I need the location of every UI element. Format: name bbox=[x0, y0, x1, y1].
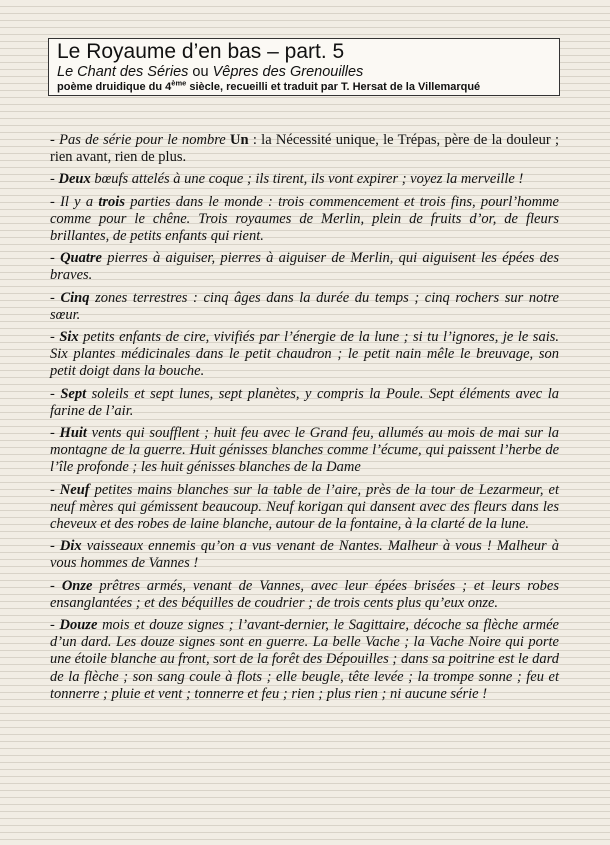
stanza-1-pre: - Pas de série pour le nombre bbox=[50, 132, 231, 148]
subtitle-part-b: Vêpres des Grenouilles bbox=[212, 64, 364, 80]
stanza-3-pre: - Il y a bbox=[50, 193, 99, 210]
stanza-3 bbox=[50, 194, 559, 246]
stanza-10-number: Dix bbox=[59, 538, 82, 555]
credits-line bbox=[57, 78, 551, 94]
stanza-6-pre: - bbox=[50, 329, 60, 346]
credits-superscript: ème bbox=[171, 78, 187, 88]
stanza-8 bbox=[50, 425, 559, 477]
stanza-11-number: Onze bbox=[61, 577, 93, 594]
stanza-1 bbox=[50, 132, 559, 166]
stanza-2 bbox=[50, 171, 559, 188]
stanza-4 bbox=[50, 250, 559, 284]
stanza-2-number: Deux bbox=[58, 171, 91, 188]
stanza-12-text: mois et douze signes ; l’avant-dernier, le Sagittaire, décoche sa flèche armée d’un dard. Les douze signes sont en guerre. La belle Vache ; la Vache Noire qui porte une étoile blanche au front, sort de la forêt des Dépouilles ; dans sa poitrine est le dard de la flèche ; son sang coule à flots ; elle beugle, tête levée ; la trompe sonne ; feu et tonnerre ; pluie et vent ; tonnerre et feu ; rien ; plus rien ; ni aucune série ! bbox=[50, 617, 559, 702]
stanza-10-text: vaisseaux ennemis qu’on a vus venant de Nantes. Malheur à vous ! Malheur à vous hommes de Vannes ! bbox=[50, 538, 559, 572]
stanza-2-pre: - bbox=[50, 171, 59, 188]
credits-post: siècle, recueilli et traduit par T. Hersat de la Villemarqué bbox=[186, 81, 481, 93]
stanza-7-text: soleils et sept lunes, sept planètes, y compris la Poule. Sept éléments avec la farine de l’air. bbox=[50, 385, 559, 419]
stanza-5 bbox=[50, 290, 559, 324]
stanza-3-number: trois bbox=[98, 193, 125, 210]
stanza-9-text: petites mains blanches sur la table de l’aire, près de la tour de Lezarmeur, et neuf mères qui gémissent beaucoup. Neuf korigan qui dansent avec des fleurs dans les cheveux et des robes de laine blanche, autour de la fontaine, à la clarté de la lune. bbox=[50, 481, 559, 533]
stanza-8-pre: - bbox=[50, 425, 60, 442]
stanza-1-number: Un bbox=[230, 132, 249, 148]
stanza-7 bbox=[50, 386, 559, 420]
page-subtitle bbox=[57, 64, 551, 80]
stanza-11 bbox=[50, 578, 559, 612]
stanza-11-pre: - bbox=[50, 577, 62, 594]
stanza-4-text: pierres à aiguiser, pierres à aiguiser de Merlin, qui aiguisent les épées des braves. bbox=[50, 250, 559, 284]
stanza-7-number: Sept bbox=[60, 385, 87, 402]
subtitle-connector: ou bbox=[188, 64, 213, 80]
stanza-9-number: Neuf bbox=[59, 481, 90, 498]
stanza-9 bbox=[50, 482, 559, 534]
stanza-7-pre: - bbox=[50, 385, 61, 402]
stanza-4-pre: - bbox=[50, 250, 61, 267]
stanza-12 bbox=[50, 617, 559, 703]
stanza-6-number: Six bbox=[59, 329, 79, 346]
stanza-3-text: parties dans le monde : trois commencement et trois fins, pourl’homme comme pour le chêne. Trois royaumes de Merlin, plein de fruits d’or, de fleurs brillantes, de petits enfants qui rient. bbox=[50, 193, 559, 245]
header-box bbox=[48, 38, 560, 96]
stanza-8-number: Huit bbox=[59, 425, 87, 442]
stanza-4-number: Quatre bbox=[60, 250, 102, 267]
stanza-2-text: bœufs attelés à une coque ; ils tirent, ils vont expirer ; voyez la merveille ! bbox=[90, 171, 524, 188]
stanza-12-pre: - bbox=[50, 617, 60, 634]
stanza-10 bbox=[50, 538, 559, 572]
stanza-9-pre: - bbox=[50, 481, 60, 498]
poem-body bbox=[50, 132, 559, 708]
stanza-6-text: petits enfants de cire, vivifiés par l’énergie de la lune ; si tu l’ignores, je le sais. Six plantes médicinales dans le petit chaudron ; le petit nain mêle le breuvage, son petit doigt dans la bouche. bbox=[50, 329, 559, 380]
stanza-12-number: Douze bbox=[59, 617, 98, 634]
stanza-11-text: prêtres armés, venant de Vannes, avec leur épées brisées ; et leurs robes ensanglantées ; et des béquilles de coudrier ; de trois cents plus qu’eux onze. bbox=[50, 577, 559, 611]
stanza-5-number: Cinq bbox=[60, 289, 90, 306]
page-title: Le Royaume d’en bas – part. 5 bbox=[57, 40, 345, 63]
stanza-8-text: vents qui soufflent ; huit feu avec le Grand feu, allumés au mois de mai sur la montagne de la guerre. Huit génisses blanches comme l’écume, qui paissent l’herbe de l’île profonde ; les huit génisses blanches de la Dame bbox=[50, 425, 559, 476]
stanza-1-text: : la Nécessité unique, le Trépas, père de la douleur ; rien avant, rien de plus. bbox=[50, 132, 559, 166]
stanza-6 bbox=[50, 329, 559, 381]
stanza-5-pre: - bbox=[50, 289, 61, 306]
credits-pre: poème druidique du 4 bbox=[57, 81, 172, 93]
stanza-10-pre: - bbox=[50, 538, 60, 555]
stanza-5-text: zones terrestres : cinq âges dans la durée du temps ; cinq rochers sur notre sœur. bbox=[50, 289, 559, 323]
subtitle-part-a: Le Chant des Séries bbox=[57, 64, 189, 80]
